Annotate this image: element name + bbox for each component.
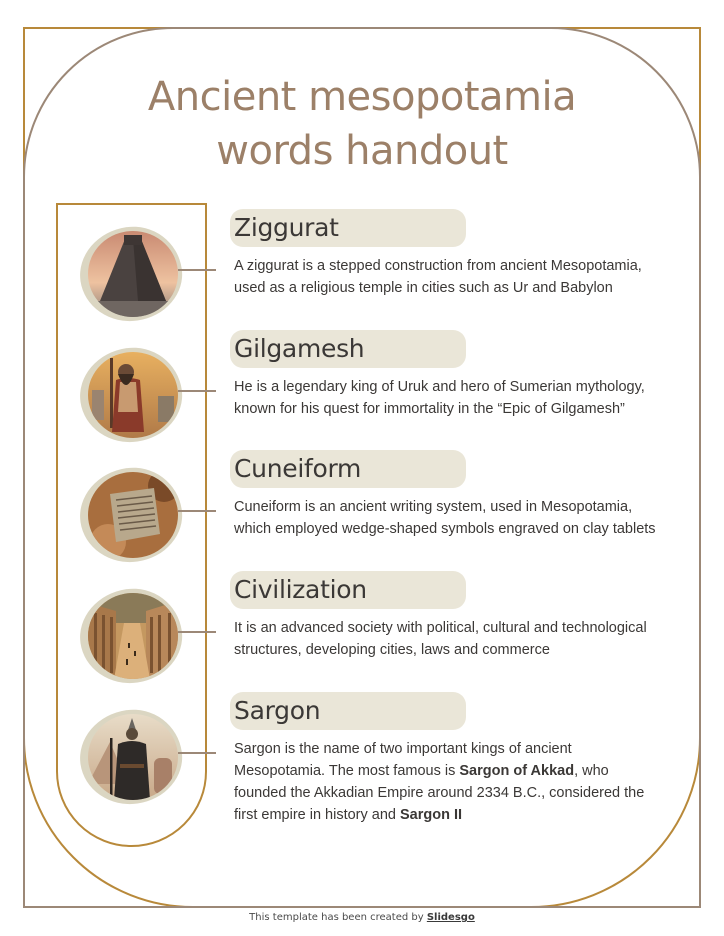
word-heading: Ziggurat: [234, 213, 339, 242]
footer-text: This template has been created by: [249, 912, 427, 923]
warrior-icon: [88, 714, 178, 800]
ancient-city-image: [88, 593, 178, 679]
sargon-warrior-image: [88, 714, 178, 800]
connector-line: [178, 390, 216, 392]
word-heading: Civilization: [234, 575, 367, 604]
word-heading: Sargon: [234, 696, 321, 725]
desc-bold-sargon-ii: Sargon II: [400, 807, 463, 823]
ziggurat-image: [88, 231, 178, 317]
footer-credit: [0, 912, 724, 923]
page-title: [0, 70, 724, 178]
word-heading: Cuneiform: [234, 454, 362, 483]
word-description: Cuneiform is an ancient writing system, used in Mesopotamia, which employed wedge-shaped symbols engraved on clay tablets: [234, 499, 656, 537]
ziggurat-icon: [88, 231, 178, 317]
word-heading: Gilgamesh: [234, 334, 365, 363]
gilgamesh-image: [88, 352, 178, 438]
cuneiform-tablet-image: [88, 472, 178, 558]
clay-tablet-icon: [88, 472, 178, 558]
word-description: [234, 738, 664, 826]
connector-line: [178, 510, 216, 512]
word-item-cuneiform: [0, 450, 724, 570]
connector-line: [178, 269, 216, 271]
word-item-ziggurat: [0, 209, 724, 329]
desc-bold-sargon-of-akkad: Sargon of Akkad: [459, 763, 575, 779]
word-item-civilization: [0, 571, 724, 691]
title-line-2: words handout: [216, 128, 508, 174]
ancient-city-icon: [88, 593, 178, 679]
word-description: A ziggurat is a stepped construction from ancient Mesopotamia, used as a religious temple in cities such as Ur and Babylon: [234, 258, 642, 296]
desc-text: Sargon is the name of two important kings of ancient Mesopotamia. The most famous is: [234, 741, 572, 779]
title-line-1: Ancient mesopotamia: [147, 74, 577, 120]
slidesgo-link[interactable]: Slidesgo: [426, 912, 475, 923]
connector-line: [178, 631, 216, 633]
word-description: He is a legendary king of Uruk and hero of Sumerian mythology, known for his quest for immortality in the “Epic of Gilgamesh”: [234, 379, 645, 417]
word-item-gilgamesh: [0, 330, 724, 450]
king-figure-icon: [88, 352, 178, 438]
word-description: It is an advanced society with political, cultural and technological structures, developing cities, laws and commerce: [234, 620, 647, 658]
desc-text: , who founded the Akkadian Empire around 2334 B.C., considered the first empire in history and: [234, 763, 645, 823]
word-item-sargon: [0, 692, 724, 823]
connector-line: [178, 752, 216, 754]
